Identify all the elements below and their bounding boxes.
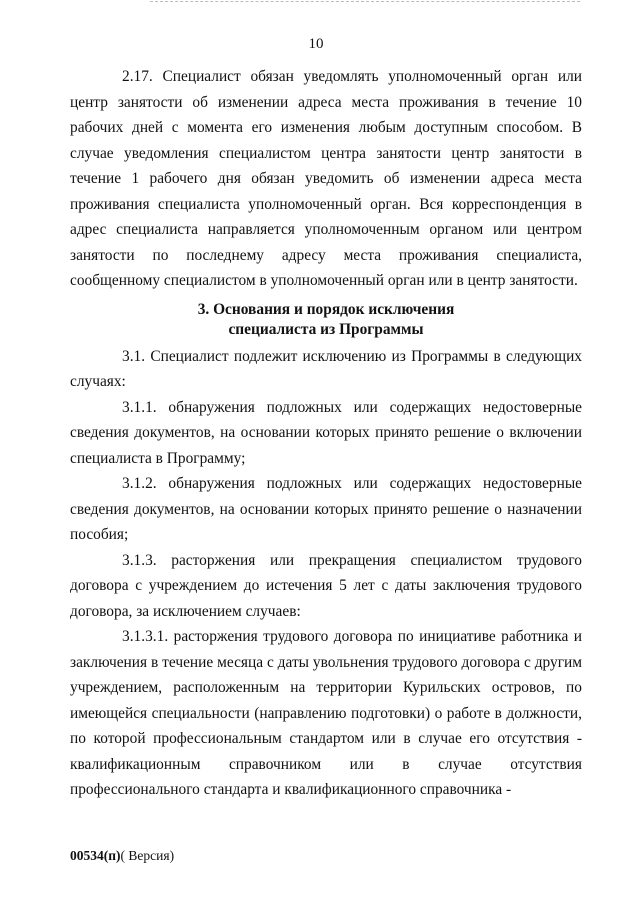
paragraph-3-1-3: 3.1.3. расторжения или прекращения специалистом трудового договора с учреждением до истечения 5 лет с даты заключения трудового договора, за исключением случаев: (70, 551, 582, 620)
document-body (70, 64, 582, 803)
paragraph-3-1: 3.1. Специалист подлежит исключению из Программы в следующих случаях: (70, 347, 582, 390)
footer-version: ( Версия) (120, 848, 175, 863)
section-3-title-line-1: 3. Основания и порядок исключения (197, 300, 455, 318)
section-3-title-line-2: специалиста из Программы (228, 320, 424, 338)
page-number: 10 (308, 36, 324, 52)
paragraph-3-1-3-1: 3.1.3.1. расторжения трудового договора по инициативе работника и заключения в течение месяца с даты увольнения трудового договора с другим учреждением, расположенным на территории Курильских островов, по имеющейся специальности (направлению подготовки) о работе в должности, по которой профессиональным стандартом или в случае его отсутствия - квалификационным справочником или в случае отсутствия профессионального стандарта и квалификационного справочника - (70, 628, 582, 798)
paragraph-3-1-1: 3.1.1. обнаружения подложных или содержащих недостоверные сведения документов, на основании которых принято решение о включении специалиста в Программу; (70, 398, 582, 467)
paragraph-2-17: 2.17. Специалист обязан уведомлять уполномоченный орган или центр занятости об изменении адреса места проживания в течение 10 рабочих дней с момента его изменения любым доступным способом. В случае уведомления специалистом центра занятости центр занятости в течение 1 рабочего дня обязан уведомить об изменении адреса места проживания специалиста уполномоченный орган. Вся корреспонденция в адрес специалиста направляется уполномоченным органом или центром занятости по последнему адресу места проживания специалиста, сообщенному специалистом в уполномоченный орган или в центр занятости. (70, 68, 582, 289)
section-3-heading (70, 300, 582, 340)
top-scan-rule (150, 1, 580, 2)
footer-code: 00534(п) (70, 848, 121, 863)
footer-document-code (70, 848, 174, 864)
paragraph-3-1-2: 3.1.2. обнаружения подложных или содержащих недостоверные сведения документов, на основании которых принято решение о назначении пособия; (70, 475, 582, 543)
